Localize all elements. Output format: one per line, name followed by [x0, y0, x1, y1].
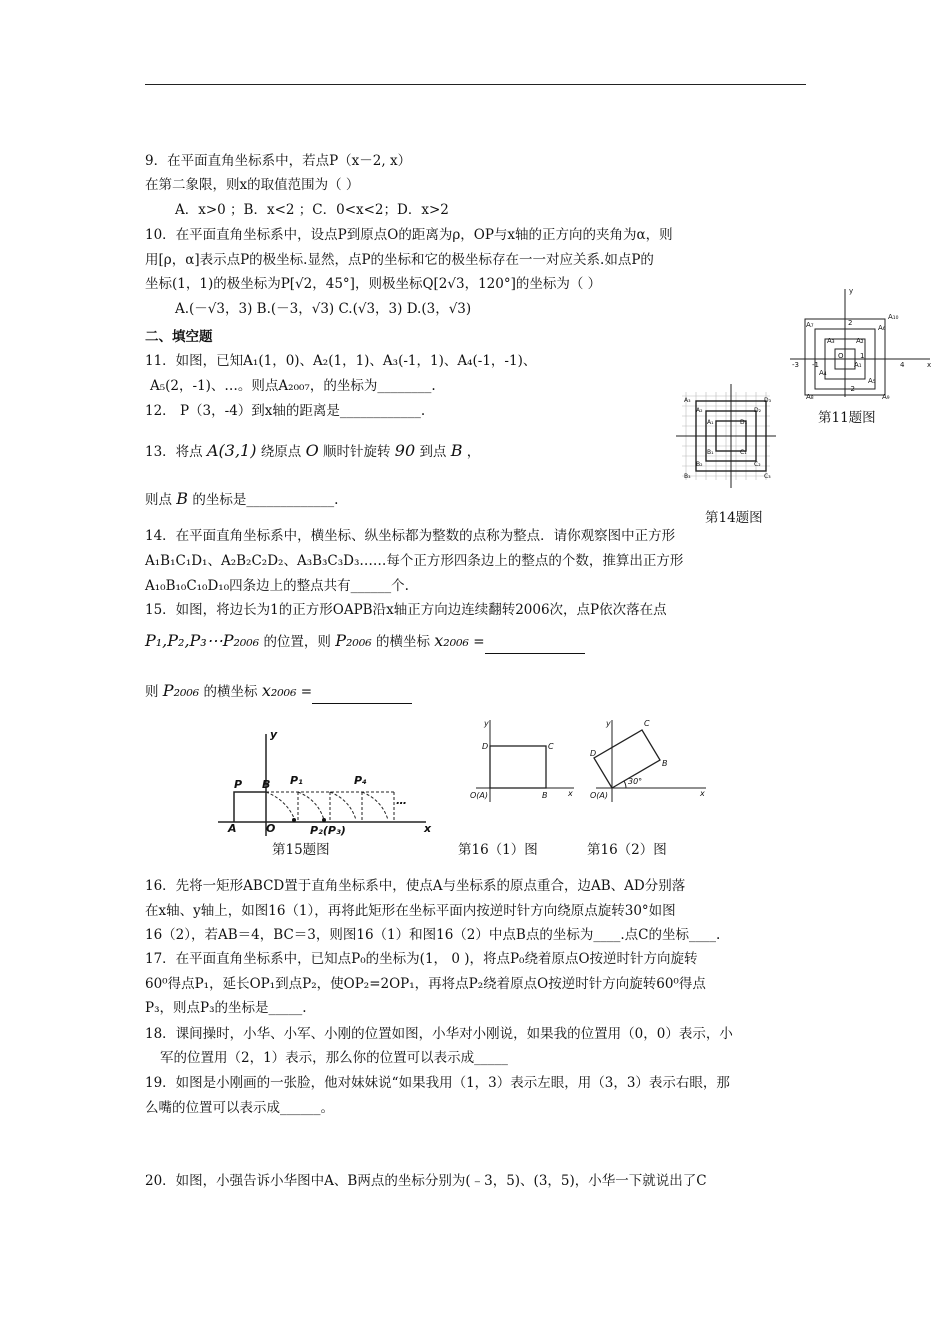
fig11-label: A₂: [856, 337, 864, 345]
header-rule: [145, 84, 806, 85]
fig16-1-label: C: [548, 742, 554, 751]
fig16-2-label: C: [644, 719, 650, 728]
fig15-label: P: [234, 778, 243, 791]
caption-fig11: 第11题图: [818, 410, 876, 426]
fig16-2-label: B: [662, 759, 668, 768]
q15-points: P₁,P₂,P₃⋯P₂₀₀₆: [145, 631, 260, 650]
q15-x2006-b: x₂₀₀₆: [261, 681, 297, 700]
fig14-label: A₂: [696, 407, 703, 414]
fig14-label: C₁: [740, 449, 747, 456]
q15-p2006-b: P₂₀₀₆: [162, 681, 200, 700]
q10-line1: 10．在平面直角坐标系中，设点P到原点O的距离为ρ，OP与x轴的正方向的夹角为α，则: [145, 227, 673, 243]
fig11-label: A₅: [868, 377, 876, 385]
fig11-label: A₇: [806, 321, 814, 329]
fig14-label: B₁: [707, 449, 714, 456]
q10-line2: 用[ρ，α]表示点P的极坐标.显然，点P的坐标和它的极坐标存在一一对应关系.如点P的: [145, 252, 654, 268]
fig14-label: A₁: [707, 419, 714, 426]
fig16-1-label: B: [542, 791, 548, 800]
q12-line: 12． P（3，-4）到x轴的距离是____________.: [145, 403, 426, 419]
fig15-label: x: [424, 822, 432, 835]
q9-options: A．x>0 ；B．x<2 ；C．0<x<2；D．x>2: [175, 202, 449, 218]
fig15-label: …: [396, 794, 407, 807]
q19-line1: 19．如图是小刚画的一张脸，他对妹妹说“如果我用（1，3）表示左眼，用（3，3）表示右眼，那: [145, 1075, 730, 1091]
q18-line1: 18．课间操时，小华、小军、小刚的位置如图，小华对小刚说，如果我的位置用（0，0）表示，小: [145, 1026, 733, 1042]
fig11-label: 1: [860, 352, 865, 360]
fig16-2-label: y: [606, 719, 611, 728]
q18-line2: 军的位置用（2，1）表示，那么你的位置可以表示成_____: [160, 1050, 508, 1066]
q13-angle: 90: [394, 441, 416, 460]
fig11-label: 2: [848, 319, 853, 327]
fig16-1-label: y: [484, 719, 489, 728]
fig16-2-angle-arc: [624, 781, 626, 788]
q15-line2-b: 的横坐标: [375, 634, 430, 650]
fig11-label: -2: [848, 385, 855, 393]
q17-line1: 17．在平面直角坐标系中，已知点P₀的坐标为(1， 0 )，将点P₀绕着原点O按逆时针方向旋转: [145, 951, 698, 967]
fig15-square: [234, 792, 266, 822]
fig14-label: A₃: [684, 397, 691, 404]
fig11-label: x: [927, 361, 932, 369]
q15-line1: 15．如图，将边长为1的正方形OAPB沿x轴正方向边连续翻转2006次，点P依次落在点: [145, 602, 667, 618]
fig15-label: P₄: [354, 774, 367, 787]
q13-line2-b: 的坐标是_____________.: [192, 492, 339, 508]
fig11-label: -1: [812, 361, 819, 369]
figure-16-1-rectangle: [470, 716, 580, 806]
fig16-1-label: x: [568, 789, 573, 798]
fig11-label: A₈: [806, 393, 814, 401]
fig15-label: A: [228, 822, 237, 835]
figure-15-flipping-square: [214, 728, 434, 838]
caption-fig16-1: 第16（1）图: [458, 842, 538, 858]
fig14-label: B₂: [696, 461, 703, 468]
fig14-label: C₂: [754, 461, 761, 468]
q13-line2-a: 则点: [145, 492, 172, 508]
figure-14-nested-squares: [672, 382, 780, 494]
q14-line3: A₁₀B₁₀C₁₀D₁₀四条边上的整点共有______个.: [145, 578, 409, 594]
fig14-label: D₁: [740, 419, 748, 426]
fig11-label: O: [838, 352, 844, 360]
q15-p2006: P₂₀₀₆: [335, 631, 372, 650]
q13-origin: O: [305, 441, 319, 460]
q16-line2: 在x轴、y轴上，如图16（1），再将此矩形在坐标平面内按逆时针方向绕原点旋转30°如图: [145, 903, 676, 919]
q15-answer-blank-1: [485, 631, 585, 654]
section-title-fill-blank: 二、填空题: [145, 329, 213, 345]
fig16-2-label: D: [590, 749, 597, 758]
fig11-label: A₄: [819, 369, 827, 377]
q15-line2: [145, 630, 585, 654]
q17-line2: 60⁰得点P₁，延长OP₁到点P₂，使OP₂=2OP₁，再将点P₂绕着原点O按逆时针方向旋转60⁰得点: [145, 976, 706, 992]
fig11-label: y: [849, 287, 854, 295]
q10-line3: 坐标(1，1)的极坐标为P[√2，45°]，则极坐标Q[2√3，120°]的坐标为（ ）: [145, 276, 602, 292]
fig11-label: A₁₀: [888, 313, 899, 321]
q10-options: A.(－√3，3) B.(－3，√3) C.(√3，3) D.(3，√3): [175, 301, 472, 317]
q13-text-e: ，: [466, 444, 481, 460]
q15-x2006: x₂₀₀₆: [434, 631, 469, 650]
q13-text-d: 到点: [419, 444, 447, 460]
q13-text-a: 13．将点: [145, 444, 203, 460]
caption-fig14: 第14题图: [705, 510, 763, 526]
fig15-point-marker: [322, 818, 326, 822]
fig15-point-marker: [292, 818, 296, 822]
fig11-label: A₃: [827, 337, 835, 345]
fig15-label: P₁: [290, 774, 303, 787]
q13-point-a: A(3,1): [206, 441, 257, 460]
caption-fig15: 第15题图: [272, 842, 330, 858]
q15-line2-a: 的位置，则: [263, 634, 331, 650]
q17-line3: P₃，则点P₃的坐标是_____.: [145, 1000, 307, 1016]
fig14-label: D₃: [764, 397, 772, 404]
q15-answer-blank-2: [312, 681, 412, 704]
fig16-1-rectangle: [490, 746, 546, 788]
q11-line1: 11．如图，已知A₁(1，0)、A₂(1，1)、A₃(-1，1)、A₄(-1，-1)、: [145, 353, 537, 369]
q19-line2: 么嘴的位置可以表示成______。: [145, 1100, 334, 1116]
q15-line2-c: =: [473, 634, 485, 650]
fig16-2-rectangle: [594, 730, 660, 788]
fig11-label: A₉: [882, 393, 890, 401]
q20-line: 20．如图，小强告诉小华图中A、B两点的坐标分别为(﹣3，5)、(3，5)，小华一下就说出了C: [145, 1173, 707, 1189]
q15-line3-b: 的横坐标: [203, 684, 258, 700]
fig15-label: P₂(P₃): [310, 824, 346, 837]
fig15-label: y: [270, 728, 278, 741]
q13-target: B: [450, 441, 463, 460]
fig16-1-label: D: [482, 742, 489, 751]
q14-line1: 14．在平面直角坐标系中，横坐标、纵坐标都为整数的点称为整点．请你观察图中正方形: [145, 528, 676, 544]
figure-11-spiral: [790, 285, 935, 400]
fig16-2-label: x: [700, 789, 705, 798]
q9-line1: 9．在平面直角坐标系中，若点P（x－2, x）: [145, 153, 412, 169]
q11-line2: A₅(2，-1)、…。则点A₂₀₀₇，的坐标为________.: [150, 378, 436, 394]
q13-line1: [145, 440, 480, 463]
q16-line1: 16．先将一矩形ABCD置于直角坐标系中，使点A与坐标系的原点重合，边AB、AD分别落: [145, 878, 686, 894]
q15-line3-c: =: [300, 684, 313, 700]
fig14-label: D₂: [754, 407, 762, 414]
fig11-label: -3: [792, 361, 799, 369]
q13-point-b: B: [176, 489, 189, 508]
q13-text-b: 绕原点: [260, 444, 302, 460]
q16-line3: 16（2），若AB＝4，BC＝3，则图16（1）和图16（2）中点B点的坐标为____.点C的坐标____.: [145, 927, 721, 943]
fig16-2-label: 30°: [628, 777, 643, 786]
fig11-label: A₆: [878, 324, 886, 332]
fig14-label: C₃: [764, 473, 771, 480]
fig11-label: A₁: [854, 361, 862, 369]
caption-fig16-2: 第16（2）图: [587, 842, 667, 858]
q9-line2: 在第二象限，则x的取值范围为（ ）: [145, 177, 360, 193]
fig16-2-label: O(A): [590, 791, 609, 800]
q13-line2: [145, 488, 338, 511]
figure-16-2-rotated-rectangle: [590, 716, 710, 806]
fig15-label: B: [262, 778, 271, 791]
fig16-1-label: O(A): [470, 791, 489, 800]
q13-text-c: 顺时针旋转: [322, 444, 391, 460]
fig11-label: 4: [900, 361, 905, 369]
q15-line3: [145, 680, 412, 704]
fig15-label: O: [266, 822, 276, 835]
q15-line3-a: 则: [145, 684, 159, 700]
q14-line2: A₁B₁C₁D₁、A₂B₂C₂D₂、A₃B₃C₃D₃……每个正方形四条边上的整点的个数，推算出正方形: [145, 553, 684, 569]
fig14-label: B₃: [684, 473, 691, 480]
